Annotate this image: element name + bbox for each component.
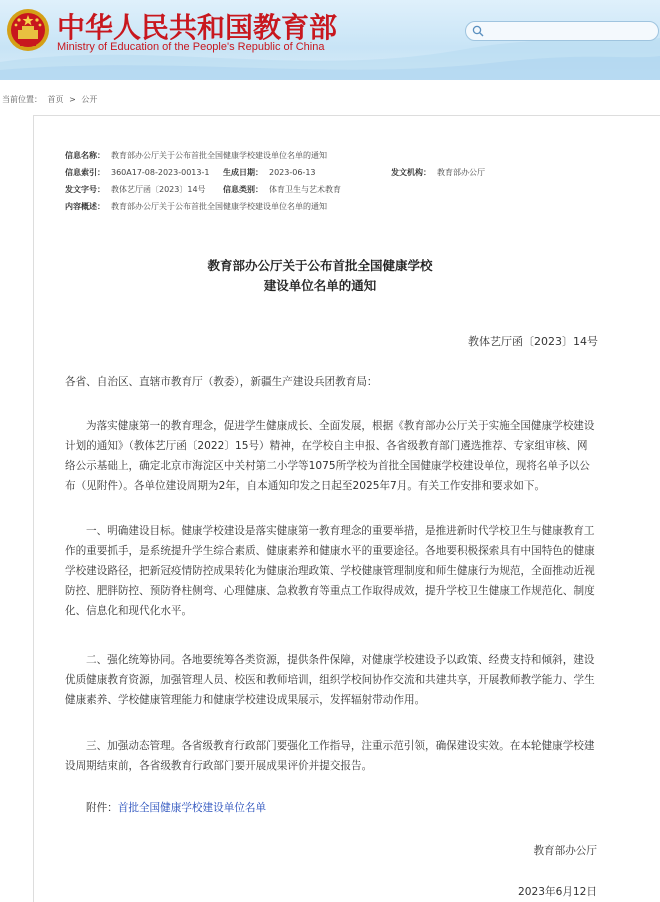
meta-row-index bbox=[65, 167, 209, 178]
meta-label: 信息索引： bbox=[65, 168, 105, 177]
search-icon[interactable] bbox=[472, 25, 484, 37]
breadcrumb bbox=[2, 94, 100, 105]
attachment-link[interactable]: 首批全国健康学校建设单位名单 bbox=[117, 802, 267, 814]
breadcrumb-label: 当前位置： bbox=[2, 95, 42, 104]
document-number: 教体艺厅函〔2023〕14号 bbox=[468, 335, 598, 348]
meta-label: 发文机构： bbox=[391, 168, 431, 177]
meta-row-issuer bbox=[391, 167, 485, 178]
signature: 教育部办公厅 bbox=[533, 845, 597, 857]
breadcrumb-item-public[interactable]: 公开 bbox=[81, 95, 98, 104]
issue-date: 2023年6月12日 bbox=[518, 886, 597, 898]
search-input[interactable] bbox=[465, 21, 659, 41]
site-header bbox=[0, 0, 660, 80]
meta-value: 教育部办公厅 bbox=[437, 168, 485, 177]
article-title-line1: 教育部办公厅关于公布首批全国健康学校 bbox=[207, 258, 433, 273]
salutation: 各省、自治区、直辖市教育厅（教委），新疆生产建设兵团教育局： bbox=[65, 376, 378, 388]
meta-label: 内容概述： bbox=[65, 202, 105, 211]
breadcrumb-separator: > bbox=[69, 95, 76, 104]
paragraph-coordination: 二、强化统筹协同。各地要统筹各类资源，提供条件保障，对健康学校建设予以政策、经费支持和倾斜，建设优质健康教育资源，加强管理人员、校医和教师培训，组织学校间协作交流和共建共享，开展教师教学能力、学生健康素养、学校健康管理能力和健康学校建设成果展示，发挥辐射带动作用。 bbox=[65, 654, 595, 706]
meta-row-summary bbox=[65, 201, 327, 212]
national-emblem-icon[interactable] bbox=[6, 8, 50, 52]
breadcrumb-item-home[interactable]: 首页 bbox=[47, 95, 64, 104]
paragraph-management: 三、加强动态管理。各省级教育行政部门要强化工作指导，注重示范引领，确保建设实效。在本轮健康学校建设周期结束前，各省级教育行政部门要开展成果评价并提交报告。 bbox=[65, 740, 595, 772]
meta-value: 教体艺厅函〔2023〕14号 bbox=[111, 185, 206, 194]
meta-row-name bbox=[65, 150, 327, 161]
meta-value: 2023-06-13 bbox=[269, 168, 316, 177]
meta-value: 360A17-08-2023-0013-1 bbox=[111, 168, 210, 177]
content-panel bbox=[33, 115, 660, 902]
meta-value: 教育部办公厅关于公布首批全国健康学校建设单位名单的通知 bbox=[111, 202, 327, 211]
article-title-line2: 建设单位名单的通知 bbox=[263, 278, 377, 293]
site-subtitle: Ministry of Education of the People's Republic of China bbox=[57, 41, 325, 53]
site-title[interactable]: 中华人民共和国教育部 bbox=[57, 11, 338, 44]
paragraph-goals: 一、明确建设目标。健康学校建设是落实健康第一教育理念的重要举措，是推进新时代学校卫生与健康教育工作的重要抓手，是系统提升学生综合素质、健康素养和健康水平的重要途径。各地要积极探索具有中国特色的健康学校建设路径，把新冠疫情防控成果转化为健康治理政策、学校健康管理制度和师生健康行为规范，全面推动近视防控、肥胖防控、预防脊柱侧弯、心理健康、急救教育等重点工作取得成效，提升学校卫生健康工作规范化、制度化、信息化和现代化水平。 bbox=[65, 525, 595, 617]
paragraph-intro: 为落实健康第一的教育理念，促进学生健康成长、全面发展，根据《教育部办公厅关于实施全国健康学校建设计划的通知》（教体艺厅函〔2022〕15号）精神，在学校自主申报、各省级教育部门遴选推荐、专家组审核、网络公示基础上，确定北京市海淀区中关村第二小学等1075所学校为首批全国健康学校建设单位，现将名单予以公布（见附件）。各单位建设周期为2年，自本通知印发之日起至2025年7月。有关工作安排和要求如下。 bbox=[65, 420, 595, 492]
attachment-label: 附件： bbox=[86, 802, 118, 814]
meta-value: 教育部办公厅关于公布首批全国健康学校建设单位名单的通知 bbox=[111, 151, 327, 160]
meta-label: 发文字号： bbox=[65, 185, 105, 194]
attachment bbox=[86, 800, 266, 815]
meta-row-category bbox=[223, 184, 341, 195]
meta-label: 生成日期： bbox=[223, 168, 263, 177]
meta-value: 体育卫生与艺术教育 bbox=[269, 185, 341, 194]
meta-row-doc-no bbox=[65, 184, 206, 195]
meta-row-date bbox=[223, 167, 316, 178]
meta-label: 信息名称： bbox=[65, 151, 105, 160]
meta-label: 信息类别： bbox=[223, 185, 263, 194]
